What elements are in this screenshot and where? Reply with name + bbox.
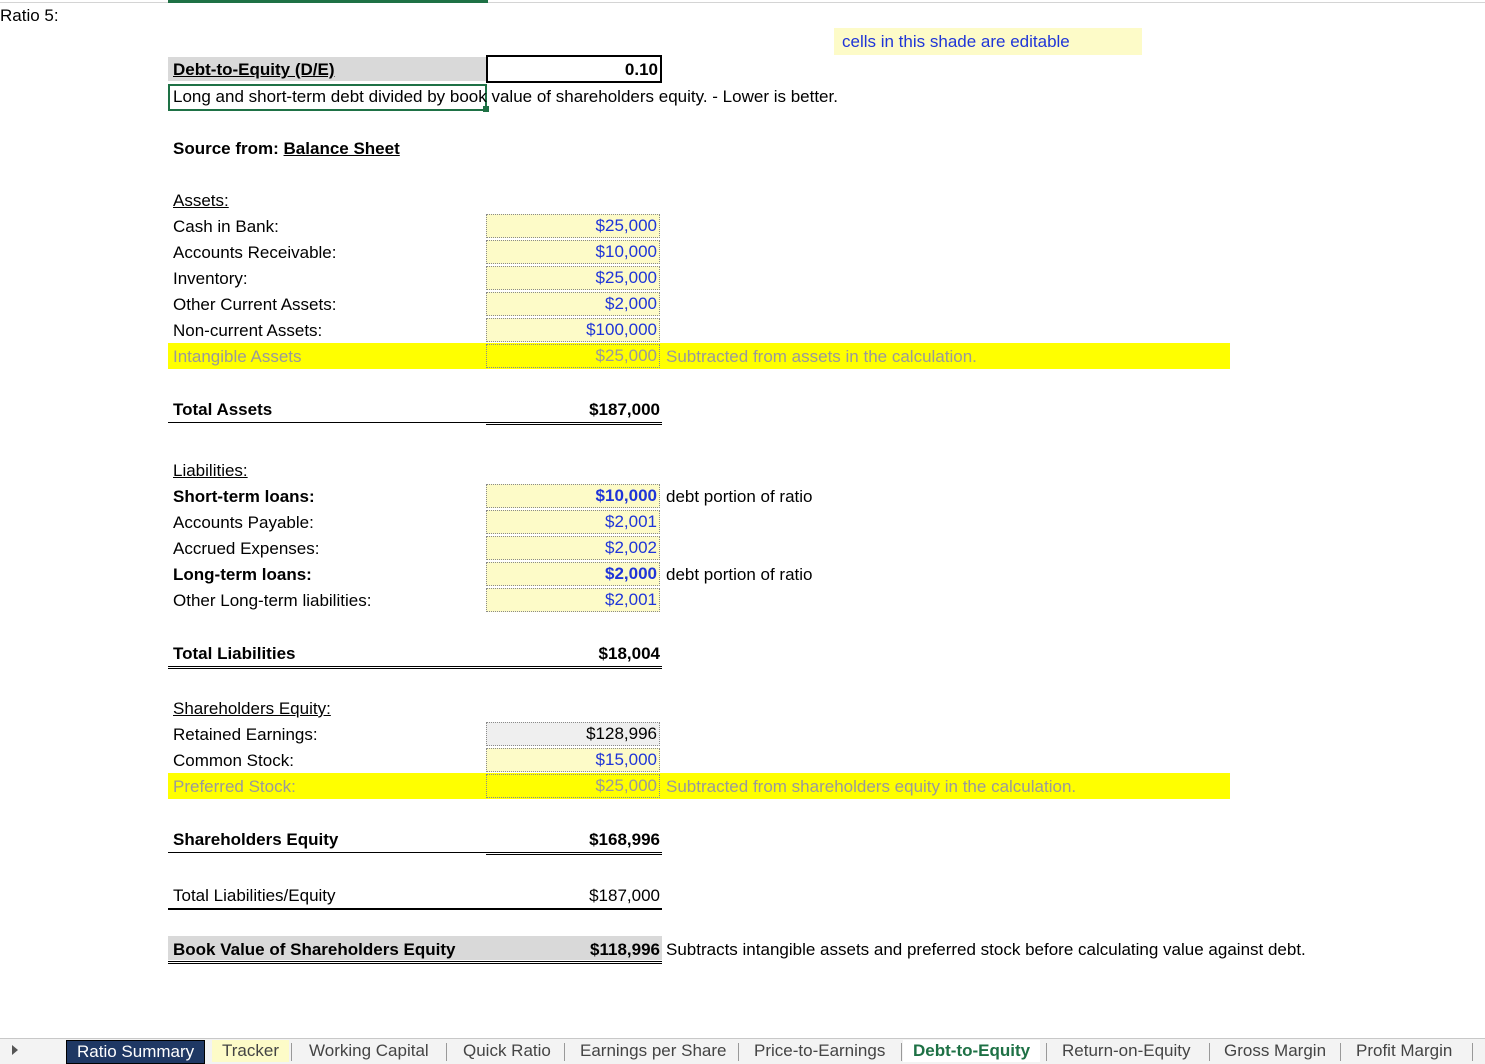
equity-label: Retained Earnings: [173, 725, 318, 744]
source-link[interactable]: Balance Sheet [283, 139, 400, 158]
tab-price-to-earnings[interactable]: Price-to-Earnings [754, 1041, 886, 1060]
scroll-tabs-right-icon[interactable] [12, 1045, 18, 1055]
liability-value-cell[interactable]: $2,002 [486, 536, 660, 560]
total-liab-equity-rule [168, 908, 662, 910]
ratio-name: Debt-to-Equity (D/E) [173, 60, 335, 79]
equity-rule [168, 852, 486, 853]
liability-value-cell[interactable]: $2,000 [486, 562, 660, 586]
liability-label: Accrued Expenses: [173, 539, 320, 558]
tab-separator [1046, 1043, 1047, 1061]
sheet-title: Ratio 5: [0, 6, 59, 25]
asset-value-cell[interactable]: $2,000 [486, 292, 660, 316]
debt-note: debt portion of ratio [666, 487, 813, 506]
asset-value-cell[interactable]: $25,000 [486, 214, 660, 238]
total-liabilities-label: Total Liabilities [173, 644, 296, 663]
tab-earnings-per-share[interactable]: Earnings per Share [580, 1041, 727, 1060]
total-assets-rule [168, 422, 486, 423]
tab-gross-margin[interactable]: Gross Margin [1224, 1041, 1327, 1060]
liability-label: Accounts Payable: [173, 513, 314, 532]
tab-separator [1209, 1043, 1210, 1061]
equity-double-rule [486, 852, 662, 855]
equity-value-cell[interactable]: $128,996 [486, 722, 660, 746]
book-value-note: Subtracts intangible assets and preferred stock before calculating value against debt. [666, 940, 1306, 959]
ratio-value: 0.10 [624, 60, 658, 79]
total-liab-equity-value[interactable]: $187,000 [589, 886, 660, 905]
tab-ratio-summary[interactable]: Ratio Summary [66, 1040, 205, 1064]
assets-header: Assets: [173, 191, 229, 210]
asset-label: Accounts Receivable: [173, 243, 337, 262]
editable-note: cells in this shade are editable [834, 28, 1142, 55]
equity-value-cell[interactable]: $15,000 [486, 748, 660, 772]
liability-value-cell[interactable]: $2,001 [486, 588, 660, 612]
book-value-value[interactable]: $118,996 [590, 940, 660, 959]
tab-return-on-equity[interactable]: Return-on-Equity [1062, 1041, 1191, 1060]
liability-label: Long-term loans: [173, 565, 312, 584]
total-assets-label: Total Assets [173, 400, 273, 419]
preferred-value-cell[interactable]: $25,000 [486, 774, 660, 798]
intangible-note: Subtracted from assets in the calculation. [666, 347, 977, 366]
tab-separator [291, 1043, 292, 1061]
book-value-label: Book Value of Shareholders Equity [173, 940, 456, 959]
tab-separator [564, 1043, 565, 1061]
preferred-label: Preferred Stock: [173, 777, 296, 796]
tab-separator [1340, 1043, 1341, 1061]
tab-separator [446, 1043, 447, 1061]
asset-value-cell[interactable]: $100,000 [486, 318, 660, 342]
total-liabilities-double-rule [168, 666, 662, 669]
book-value-double-rule [168, 961, 662, 964]
total-assets-value[interactable]: $187,000 [589, 400, 660, 419]
liability-value-cell[interactable]: $2,001 [486, 510, 660, 534]
shareholders-equity-label: Shareholders Equity [173, 830, 339, 849]
intangible-label: Intangible Assets [173, 347, 302, 366]
ratio-value-cell[interactable] [486, 55, 662, 83]
tab-working-capital[interactable]: Working Capital [309, 1041, 429, 1060]
liability-label: Short-term loans: [173, 487, 315, 506]
tab-separator [738, 1043, 739, 1061]
intangible-value-cell[interactable]: $25,000 [486, 344, 660, 368]
liabilities-header: Liabilities: [173, 461, 248, 480]
asset-label: Inventory: [173, 269, 248, 288]
asset-label: Other Current Assets: [173, 295, 337, 314]
asset-label: Cash in Bank: [173, 217, 279, 236]
total-assets-double-rule [486, 422, 662, 425]
tab-quick-ratio[interactable]: Quick Ratio [463, 1041, 551, 1060]
liability-value-cell[interactable]: $10,000 [486, 484, 660, 508]
ratio-description: Long and short-term debt divided by book value of shareholders equity. - Lower is better. [173, 87, 838, 106]
preferred-note: Subtracted from shareholders equity in the calculation. [666, 777, 1077, 796]
tab-profit-margin[interactable]: Profit Margin [1356, 1041, 1453, 1060]
asset-label: Non-current Assets: [173, 321, 323, 340]
selected-column-indicator [168, 0, 488, 3]
equity-label: Common Stock: [173, 751, 294, 770]
debt-note: debt portion of ratio [666, 565, 813, 584]
total-liabilities-value[interactable]: $18,004 [598, 644, 660, 663]
tab-debt-to-equity[interactable]: Debt-to-Equity [903, 1040, 1040, 1062]
asset-value-cell[interactable]: $10,000 [486, 240, 660, 264]
total-liab-equity-label: Total Liabilities/Equity [173, 886, 336, 905]
liability-label: Other Long-term liabilities: [173, 591, 372, 610]
asset-value-cell[interactable]: $25,000 [486, 266, 660, 290]
tab-separator [1472, 1043, 1473, 1061]
tab-tracker[interactable]: Tracker [212, 1040, 289, 1062]
tab-separator [901, 1043, 902, 1061]
shareholders-equity-value[interactable]: $168,996 [589, 830, 660, 849]
equity-header: Shareholders Equity: [173, 699, 331, 718]
source-label: Source from: Balance Sheet [173, 139, 400, 158]
